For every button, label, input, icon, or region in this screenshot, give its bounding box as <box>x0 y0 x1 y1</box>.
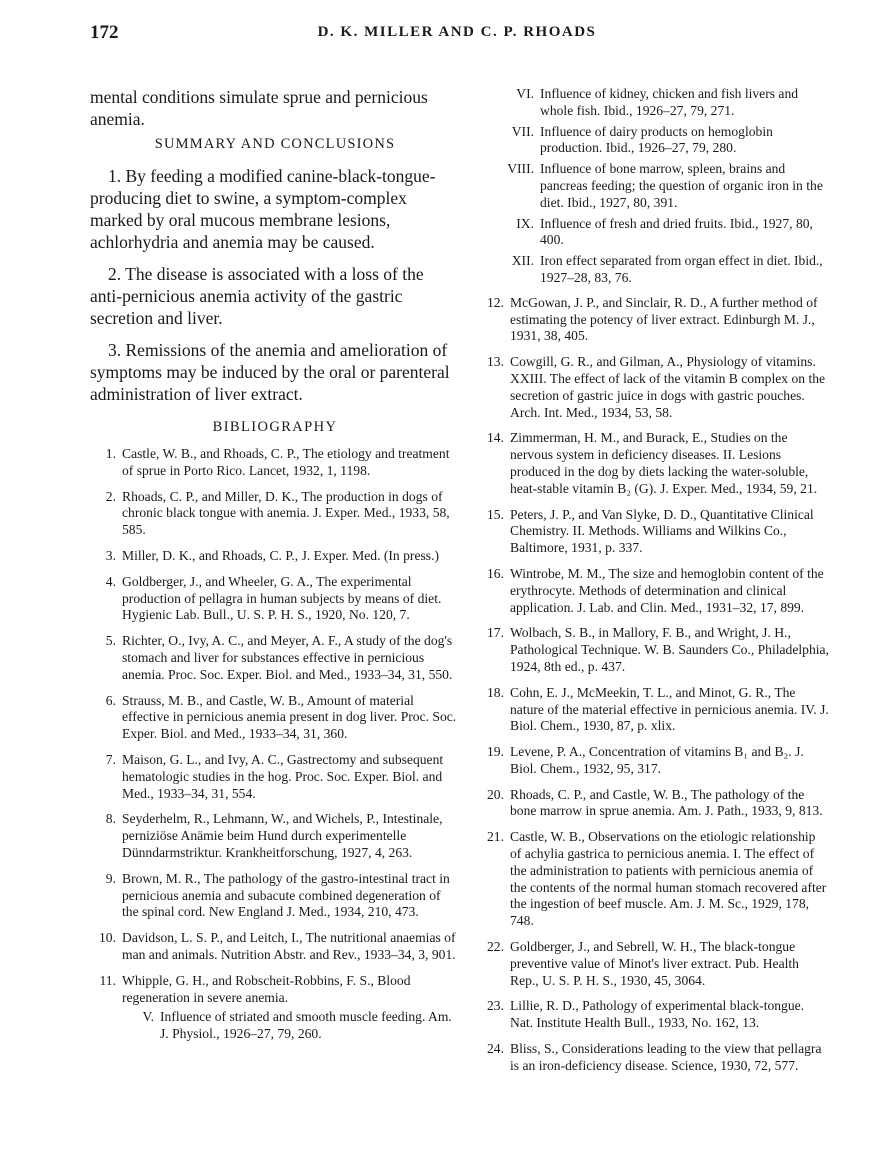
reference-item <box>90 973 460 1007</box>
reference-number: 16. <box>487 565 504 581</box>
reference-text: Wolbach, S. B., in Mallory, F. B., and Wright, J. H., Pathological Technique. W. B. Saunders Co., Philadelphia, 1924, 8th ed., p. 437. <box>510 625 829 674</box>
reference-subitem <box>90 1009 460 1043</box>
reference-number: 13. <box>487 354 504 370</box>
reference-text: Rhoads, C. P., and Miller, D. K., The production in dogs of chronic black tongue with anemia. J. Exper. Med., 1933, 58, 585. <box>122 488 450 538</box>
reference-text: Goldberger, J., and Sebrell, W. H., The black-tongue preventive value of Minot's liver extract. Pub. Health Rep., U. S. P. H. S., 1930, 45, 3064. <box>510 939 799 988</box>
left-column <box>90 86 460 1047</box>
reference-number: 8. <box>105 811 116 827</box>
reference-text: Levene, P. A., Concentration of vitamins B₁ and B₂. J. Biol. Chem., 1932, 95, 317. <box>510 744 804 776</box>
reference-text: Peters, J. P., and Van Slyke, D. D., Quantitative Clinical Chemistry. II. Methods. Williams and Wilkins Co., Baltimore, 1931, p. 337. <box>510 506 814 556</box>
reference-text: Zimmerman, H. M., and Burack, E., Studies on the nervous system in deficiency diseases. II. Lesions produced in the dog by diets lacking the water-soluble, heat-stable vitamin B₂ (G). J. Exper. Med., 1934, 59, 21. <box>510 430 818 496</box>
reference-text: Richter, O., Ivy, A. C., and Meyer, A. F., A study of the dog's stomach and liver for substances effective in pernicious anemia. Proc. Soc. Exper. Biol. and Med., 1933–34, 31, 550. <box>122 633 453 682</box>
reference-item <box>478 354 830 421</box>
reference-text: Castle, W. B., Observations on the etiologic relationship of achylia gastrica to pernicious anemia. I. The effect of the administration to patients with pernicious anemia of the contents of the normal human stomach recovered after the ingestion of beef muscle. Am. J. M. Sc., 1929, 178, 748. <box>510 829 827 929</box>
reference-number: 6. <box>105 692 116 708</box>
reference-item <box>90 693 460 743</box>
reference-item <box>90 446 460 480</box>
reference-text: Cowgill, G. R., and Gilman, A., Physiology of vitamins. XXIII. The effect of lack of the vitamin B complex on the secretion of gastric juice in dogs with gastric pouches. Arch. Int. Med., 1934, 53, 58. <box>510 354 826 420</box>
reference-number: 21. <box>487 829 504 845</box>
subitem-number: VIII. <box>507 161 534 177</box>
reference-number: 18. <box>487 684 504 700</box>
reference-item <box>90 871 460 921</box>
subitem-number: IX. <box>516 215 534 231</box>
reference-item <box>478 787 830 821</box>
reference-number: 17. <box>487 625 504 641</box>
reference-number: 23. <box>487 998 504 1014</box>
reference-item <box>478 939 830 989</box>
reference-item <box>478 430 830 497</box>
reference-text: Seyderhelm, R., Lehmann, W., and Wichels, P., Intestinale, perniziöse Anämie beim Hund durch experimentelle Dünndarmstriktur. Krankheitforschung, 1927, 4, 263. <box>122 811 443 860</box>
conclusion-item: 1. By feeding a modified canine-black-tongue-producing diet to swine, a symptom-complex marked by oral mucous membrane lesions, achlorhydria and anemia may be caused. <box>90 166 436 252</box>
reference-text: Lillie, R. D., Pathology of experimental black-tongue. Nat. Institute Health Bull., 1933, No. 162, 13. <box>510 998 805 1031</box>
reference-item <box>478 507 830 557</box>
subitem-text: Influence of fresh and dried fruits. Ibid., 1927, 80, 400. <box>540 215 813 248</box>
reference-number: 9. <box>105 870 116 886</box>
reference-item <box>90 574 460 624</box>
reference-item <box>478 744 830 778</box>
reference-number: 14. <box>487 430 504 446</box>
running-head: D. K. MILLER AND C. P. RHOADS <box>317 24 597 40</box>
reference-number: 22. <box>487 939 504 955</box>
reference-number: 1. <box>105 446 116 461</box>
subitem-number: V. <box>142 1009 154 1025</box>
conclusion-item: 2. The disease is associated with a loss of the anti-pernicious anemia activity of the gastric secretion and liver. <box>90 264 424 328</box>
reference-item <box>478 685 830 735</box>
subitem-text: Influence of bone marrow, spleen, brains and pancreas feeding; the question of organic iron in the diet. Ibid., 1927, 80, 391. <box>540 161 823 210</box>
reference-item <box>90 548 460 565</box>
reference-text: Davidson, L. S. P., and Leitch, I., The nutritional anaemias of man and animals. Nutrition Abstr. and Rev., 1933–34, 3, 901. <box>122 930 456 962</box>
reference-number: 10. <box>99 930 116 946</box>
right-column <box>478 86 830 1084</box>
reference-number: 24. <box>487 1041 504 1057</box>
reference-subitem <box>478 124 830 158</box>
reference-list-right <box>478 295 830 1075</box>
summary-heading: SUMMARY AND CONCLUSIONS <box>154 136 396 152</box>
reference-item <box>478 566 830 616</box>
subitem-number: XII. <box>511 253 534 269</box>
reference-item <box>478 829 830 930</box>
reference-text: Maison, G. L., and Ivy, A. C., Gastrectomy and subsequent hematologic studies in the hog. Proc. Soc. Exper. Biol. and Med., 1933–34, 31, 554. <box>122 751 444 801</box>
reference-item <box>478 998 830 1032</box>
bibliography-heading: BIBLIOGRAPHY <box>212 419 338 435</box>
reference-number: 5. <box>105 633 116 649</box>
reference-list-left <box>90 446 460 1043</box>
reference-item <box>90 811 460 861</box>
reference-number: 11. <box>99 972 116 988</box>
reference-number: 4. <box>105 573 116 589</box>
reference-number: 3. <box>105 547 116 563</box>
conclusions-list <box>90 165 460 405</box>
reference-text: Strauss, M. B., and Castle, W. B., Amount of material effective in pernicious anemia present in dog liver. Proc. Soc. Exper. Biol. and Med., 1933–34, 31, 360. <box>122 692 457 742</box>
reference-text: Whipple, G. H., and Robscheit-Robbins, F. S., Blood regeneration in severe anemia. <box>122 972 411 1005</box>
reference-item <box>90 633 460 683</box>
reference-text: Miller, D. K., and Rhoads, C. P., J. Exper. Med. (In press.) <box>122 547 439 563</box>
reference-text: Rhoads, C. P., and Castle, W. B., The pathology of the bone marrow in sprue anemia. Am. J. Path., 1933, 9, 813. <box>510 786 823 819</box>
intro-text: mental conditions simulate sprue and pernicious anemia. <box>90 87 428 129</box>
subitem-number: VII. <box>511 123 534 139</box>
page-number: 172 <box>90 22 119 43</box>
page-header <box>90 22 824 48</box>
reference-number: 12. <box>487 294 504 310</box>
subitem-text: Influence of dairy products on hemoglobin production. Ibid., 1926–27, 79, 280. <box>540 123 773 156</box>
reference-item <box>478 1041 830 1075</box>
conclusion-item: 3. Remissions of the anemia and amelioration of symptoms may be induced by the oral or parenteral administration of liver extract. <box>90 340 450 404</box>
reference-number: 20. <box>487 786 504 802</box>
subitem-text: Influence of striated and smooth muscle feeding. Am. J. Physiol., 1926–27, 79, 260. <box>160 1009 452 1042</box>
reference-number: 15. <box>487 506 504 522</box>
reference-text: Goldberger, J., and Wheeler, G. A., The experimental production of pellagra in human subjects by means of diet. Hygienic Lab. Bull., U. S. P. H. S., 1920, No. 120, 7. <box>122 573 442 623</box>
reference-subitem <box>478 216 830 250</box>
reference-item <box>90 489 460 539</box>
reference-subitem <box>478 86 830 120</box>
reference-subitem <box>478 253 830 287</box>
reference-item <box>90 930 460 964</box>
reference-number: 2. <box>105 488 116 504</box>
reference-text: McGowan, J. P., and Sinclair, R. D., A further method of estimating the potency of liver extract. Edinburgh M. J., 1931, 38, 405. <box>510 294 818 344</box>
reference-item <box>478 625 830 675</box>
subitem-text: Iron effect separated from organ effect in diet. Ibid., 1927–28, 83, 76. <box>540 253 823 285</box>
reference-text: Bliss, S., Considerations leading to the view that pellagra is an iron-deficiency disease. Science, 1930, 72, 577. <box>510 1041 822 1073</box>
reference-11-continuation <box>478 86 830 287</box>
reference-number: 19. <box>487 744 504 760</box>
subitem-text: Influence of kidney, chicken and fish livers and whole fish. Ibid., 1926–27, 79, 271. <box>540 86 799 118</box>
reference-subitem <box>478 161 830 211</box>
reference-text: Wintrobe, M. M., The size and hemoglobin content of the erythrocyte. Methods of determination and clinical application. J. Lab. and Clin. Med., 1931–32, 17, 899. <box>510 565 824 615</box>
reference-text: Brown, M. R., The pathology of the gastro-intestinal tract in pernicious anemia and subacute combined degeneration of the spinal cord. New England J. Med., 1934, 210, 473. <box>122 870 450 920</box>
reference-item <box>478 295 830 345</box>
reference-number: 7. <box>105 751 116 767</box>
reference-text: Castle, W. B., and Rhoads, C. P., The etiology and treatment of sprue in Porto Rico. Lancet, 1932, 1, 1198. <box>122 446 450 478</box>
subitem-number: VI. <box>516 86 534 101</box>
reference-item <box>90 752 460 802</box>
reference-text: Cohn, E. J., McMeekin, T. L., and Minot, G. R., The nature of the material effective in pernicious anemia. IV. J. Biol. Chem., 1930, 87, p. xlix. <box>510 684 829 734</box>
